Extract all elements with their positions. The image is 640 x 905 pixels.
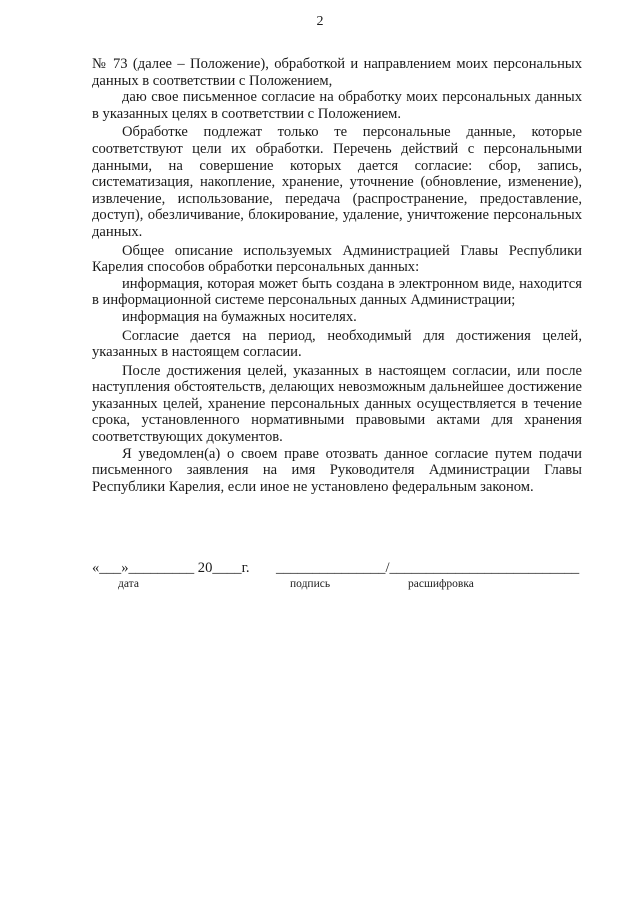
caption-decoding: расшифровка — [408, 578, 474, 590]
signature-row — [92, 560, 582, 576]
paragraph-8: После достижения целей, указанных в настоящем согласии, или после наступления обстоятельств, делающих невозможным дальнейшее достижение указанных целей, хранение персональных данных осуществляется в течение срока, установленного нормативными правовыми актами для хранения соответствующих документов. — [92, 362, 582, 446]
caption-date: дата — [118, 578, 139, 590]
date-field: «___»_________ 20____г. — [92, 560, 250, 576]
caption-signature: подпись — [290, 578, 331, 590]
signature-line: _______________/__________________________ — [276, 560, 580, 576]
paragraph-3: Обработке подлежат только те персональные данные, которые соответствуют цели их обработки. Перечень действий с персональными данными, на совершение которых дается согласие: сбор, запись, систематизация, накопление, хранение, уточнение (обновление, изменение), извлечение, использование, передача (распространение, предоставление, доступ), обезличивание, блокирование, удаление, уничтожение персональных данных. — [92, 124, 582, 240]
paragraph-6: информация на бумажных носителях. — [122, 308, 357, 325]
paragraph-5: информация, которая может быть создана в электронном виде, находится в информационной системе персональных данных Администрации; — [92, 275, 582, 309]
paragraph-7: Согласие дается на период, необходимый для достижения целей, указанных в настоящем согласии. — [92, 327, 582, 361]
document-body — [92, 56, 582, 495]
paragraph-1: № 73 (далее – Положение), обработкой и направлением моих персональных данных в соответствии с Положением, — [92, 56, 582, 89]
paragraph-4: Общее описание используемых Администрацией Главы Республики Карелия способов обработки персональных данных: — [92, 242, 582, 276]
paragraph-9: Я уведомлен(а) о своем праве отозвать данное согласие путем подачи письменного заявления на имя Руководителя Администрации Главы Республики Карелия, если иное не установлено федеральным законом. — [92, 445, 582, 495]
paragraph-2: даю свое письменное согласие на обработку моих персональных данных в указанных целях в соответствии с Положением. — [92, 89, 582, 122]
page-number: 2 — [316, 14, 324, 29]
